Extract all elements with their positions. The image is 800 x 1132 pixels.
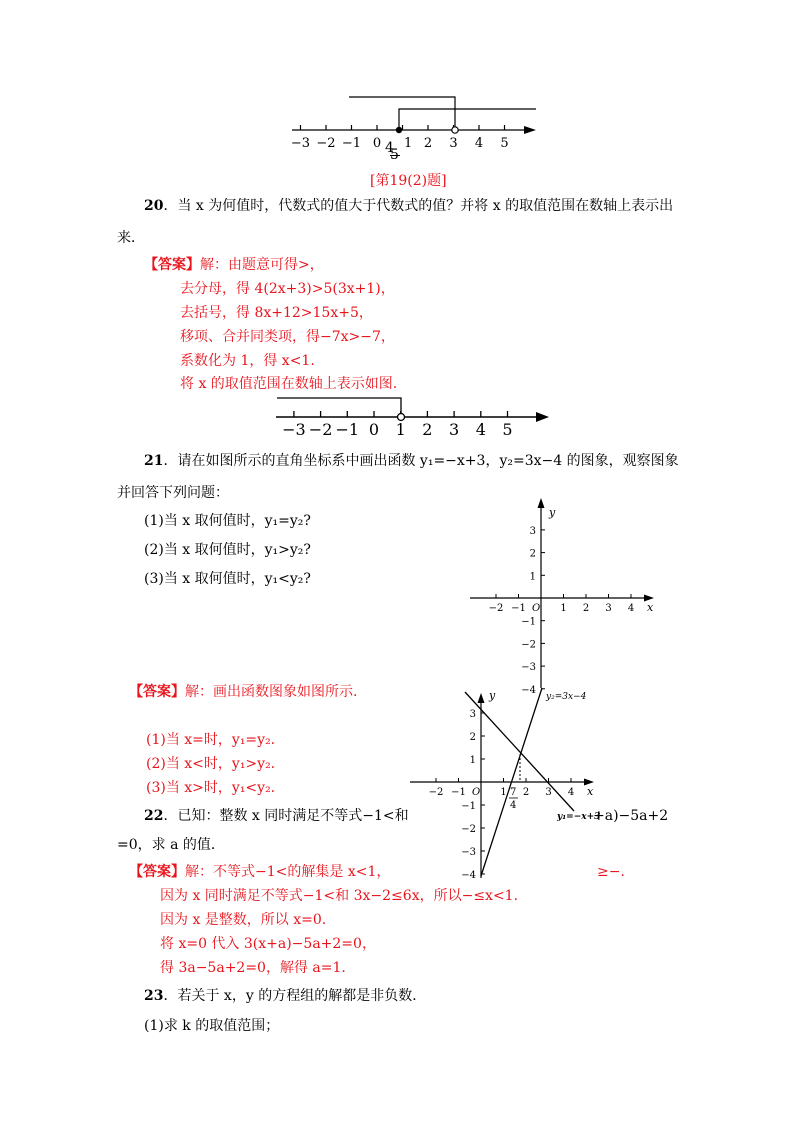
answer-line: 去括号，得 8x+12>15x+5， (180, 305, 373, 321)
question-text-cont: =0，求 a 的值． (117, 837, 225, 853)
tick-label: 5 (502, 420, 513, 439)
answer-line: (1)当 x=时，y₁=y₂. (146, 732, 276, 748)
y-tick-label: 2 (469, 732, 476, 743)
fraction-denominator: 4 (510, 800, 517, 811)
y-tick-label: 1 (529, 571, 536, 583)
origin-label: O (472, 787, 481, 798)
answer-line: 得 3a−5a+2=0，解得 a=1. (160, 960, 346, 976)
y-tick-label: −4 (521, 684, 536, 696)
y-tick-label: 3 (529, 525, 536, 537)
tick-label: −3 (282, 420, 306, 439)
answer-line: 因为 x 是整数，所以 x=0. (160, 912, 327, 928)
x-tick-label: 4 (627, 603, 635, 614)
tick-label: −1 (341, 136, 362, 151)
answer-tag: 【答案】 (129, 684, 185, 700)
answer-line: 解：画出函数图象如图所示. (185, 684, 358, 700)
y-tick-label: 3 (469, 709, 476, 720)
tick-label: 2 (422, 420, 433, 439)
question-number: 21 (144, 453, 164, 469)
figure-caption: [第19(2)题] (370, 173, 447, 189)
x-axis-label: x (647, 601, 654, 614)
tick-label: 1 (395, 420, 406, 439)
tick-label: 5 (500, 136, 509, 151)
question-number: 20 (144, 198, 164, 214)
answer-line: 解：不等式−1<的解集是 x<1， (185, 864, 391, 880)
y-tick-label: −1 (461, 801, 476, 812)
question-text-tail: +a)−5a+2 (593, 808, 669, 824)
answer-line: 系数化为 1，得 x<1. (180, 353, 315, 369)
sub-question: (1)求 k 的取值范围； (144, 1018, 280, 1034)
y-tick-label: −2 (461, 824, 476, 835)
question-number: 22 (144, 808, 164, 824)
question-text: ．当 x 为何值时，代数式的值大于代数式的值？并将 x 的取值范围在数轴上表示出 (163, 198, 674, 214)
fraction-numerator: 4 (385, 140, 394, 156)
line-label-y1: y₁=−x+3 (557, 812, 601, 822)
question-text: ．已知：整数 x 同时满足不等式−1<和 (163, 808, 409, 824)
fraction-denominator: 5 (390, 147, 399, 163)
x-tick-label: −2 (488, 603, 504, 614)
sub-question: (3)当 x 取何值时，y₁<y₂? (144, 571, 311, 587)
question-text: ．请在如图所示的直角坐标系中画出函数 y₁=−x+3，y₂=3x−4 的图象，观察图象 (163, 453, 679, 469)
x-tick-label: 1 (560, 603, 567, 614)
tick-label: 0 (368, 420, 380, 439)
x-tick-label: 4 (567, 787, 575, 798)
tick-label: 2 (423, 136, 433, 151)
answer-line: 将 x=0 代入 3(x+a)−5a+2=0， (160, 936, 376, 952)
y-tick-label: −4 (461, 870, 476, 881)
y-tick-label: −2 (521, 639, 536, 651)
fraction-numerator: 7 (510, 787, 517, 798)
tick-label: 3 (449, 136, 458, 151)
x-tick-label: 1 (500, 787, 507, 798)
answer-22 (129, 862, 390, 882)
y-axis-label: y (489, 689, 496, 702)
question-text: ．若关于 x，y 的方程组的解都是非负数． (163, 988, 427, 1004)
x-tick-label: 2 (582, 603, 590, 614)
tick-label: −1 (335, 420, 360, 439)
answer-line: 移项、合并同类项，得−7x>−7， (180, 329, 395, 345)
question-text-cont: 来． (117, 230, 145, 246)
question-23 (144, 986, 426, 1006)
x-tick-label: −1 (451, 787, 466, 798)
answer-tag: 【答案】 (144, 257, 200, 273)
x-tick-label: 3 (605, 603, 612, 614)
answer-line: (2)当 x<时，y₁>y₂. (146, 756, 276, 772)
x-tick-label: 2 (522, 787, 530, 798)
answer-line: 解：由题意可得>， (200, 257, 324, 273)
tick-label: 0 (372, 136, 382, 151)
origin-label: O (532, 603, 541, 614)
answer-line-tail: ≥−. (597, 864, 625, 880)
sub-question: (1)当 x 取何值时，y₁=y₂? (144, 513, 311, 529)
answer-line: 去分母，得 4(2x+3)>5(3x+1)， (180, 281, 395, 297)
y-axis-label: y (549, 505, 556, 519)
answer-line: (3)当 x>时，y₁<y₂. (146, 780, 276, 796)
tick-label: 3 (449, 420, 460, 439)
y-tick-label: −3 (461, 847, 476, 858)
x-tick-label: −1 (511, 603, 526, 614)
y-tick-label: 2 (529, 548, 536, 560)
question-text-cont: 并回答下列问题： (117, 485, 229, 501)
tick-label: −3 (290, 136, 311, 151)
x-tick-label: −2 (428, 787, 444, 798)
question-22 (144, 806, 409, 826)
question-number: 23 (144, 988, 164, 1004)
answer-tag: 【答案】 (129, 864, 185, 880)
y-tick-label: 1 (469, 755, 476, 766)
x-axis-label: x (587, 785, 594, 798)
line-label-y2: y₂=3x−4 (546, 692, 587, 702)
tick-label: 4 (474, 136, 484, 151)
tick-label: 1 (404, 136, 413, 151)
answer-line: 将 x 的取值范围在数轴上表示如图. (180, 376, 398, 392)
y-tick-label: −3 (521, 662, 536, 674)
tick-label: −2 (316, 136, 336, 151)
answer-line: 因为 x 同时满足不等式−1<和 3x−2≤6x，所以−≤x<1. (160, 888, 519, 904)
tick-label: −2 (308, 420, 333, 439)
tick-label: 4 (475, 420, 486, 439)
y-tick-label: −1 (521, 616, 536, 628)
x-tick-label: 3 (545, 787, 552, 798)
sub-question: (2)当 x 取何值时，y₁>y₂? (144, 542, 311, 558)
